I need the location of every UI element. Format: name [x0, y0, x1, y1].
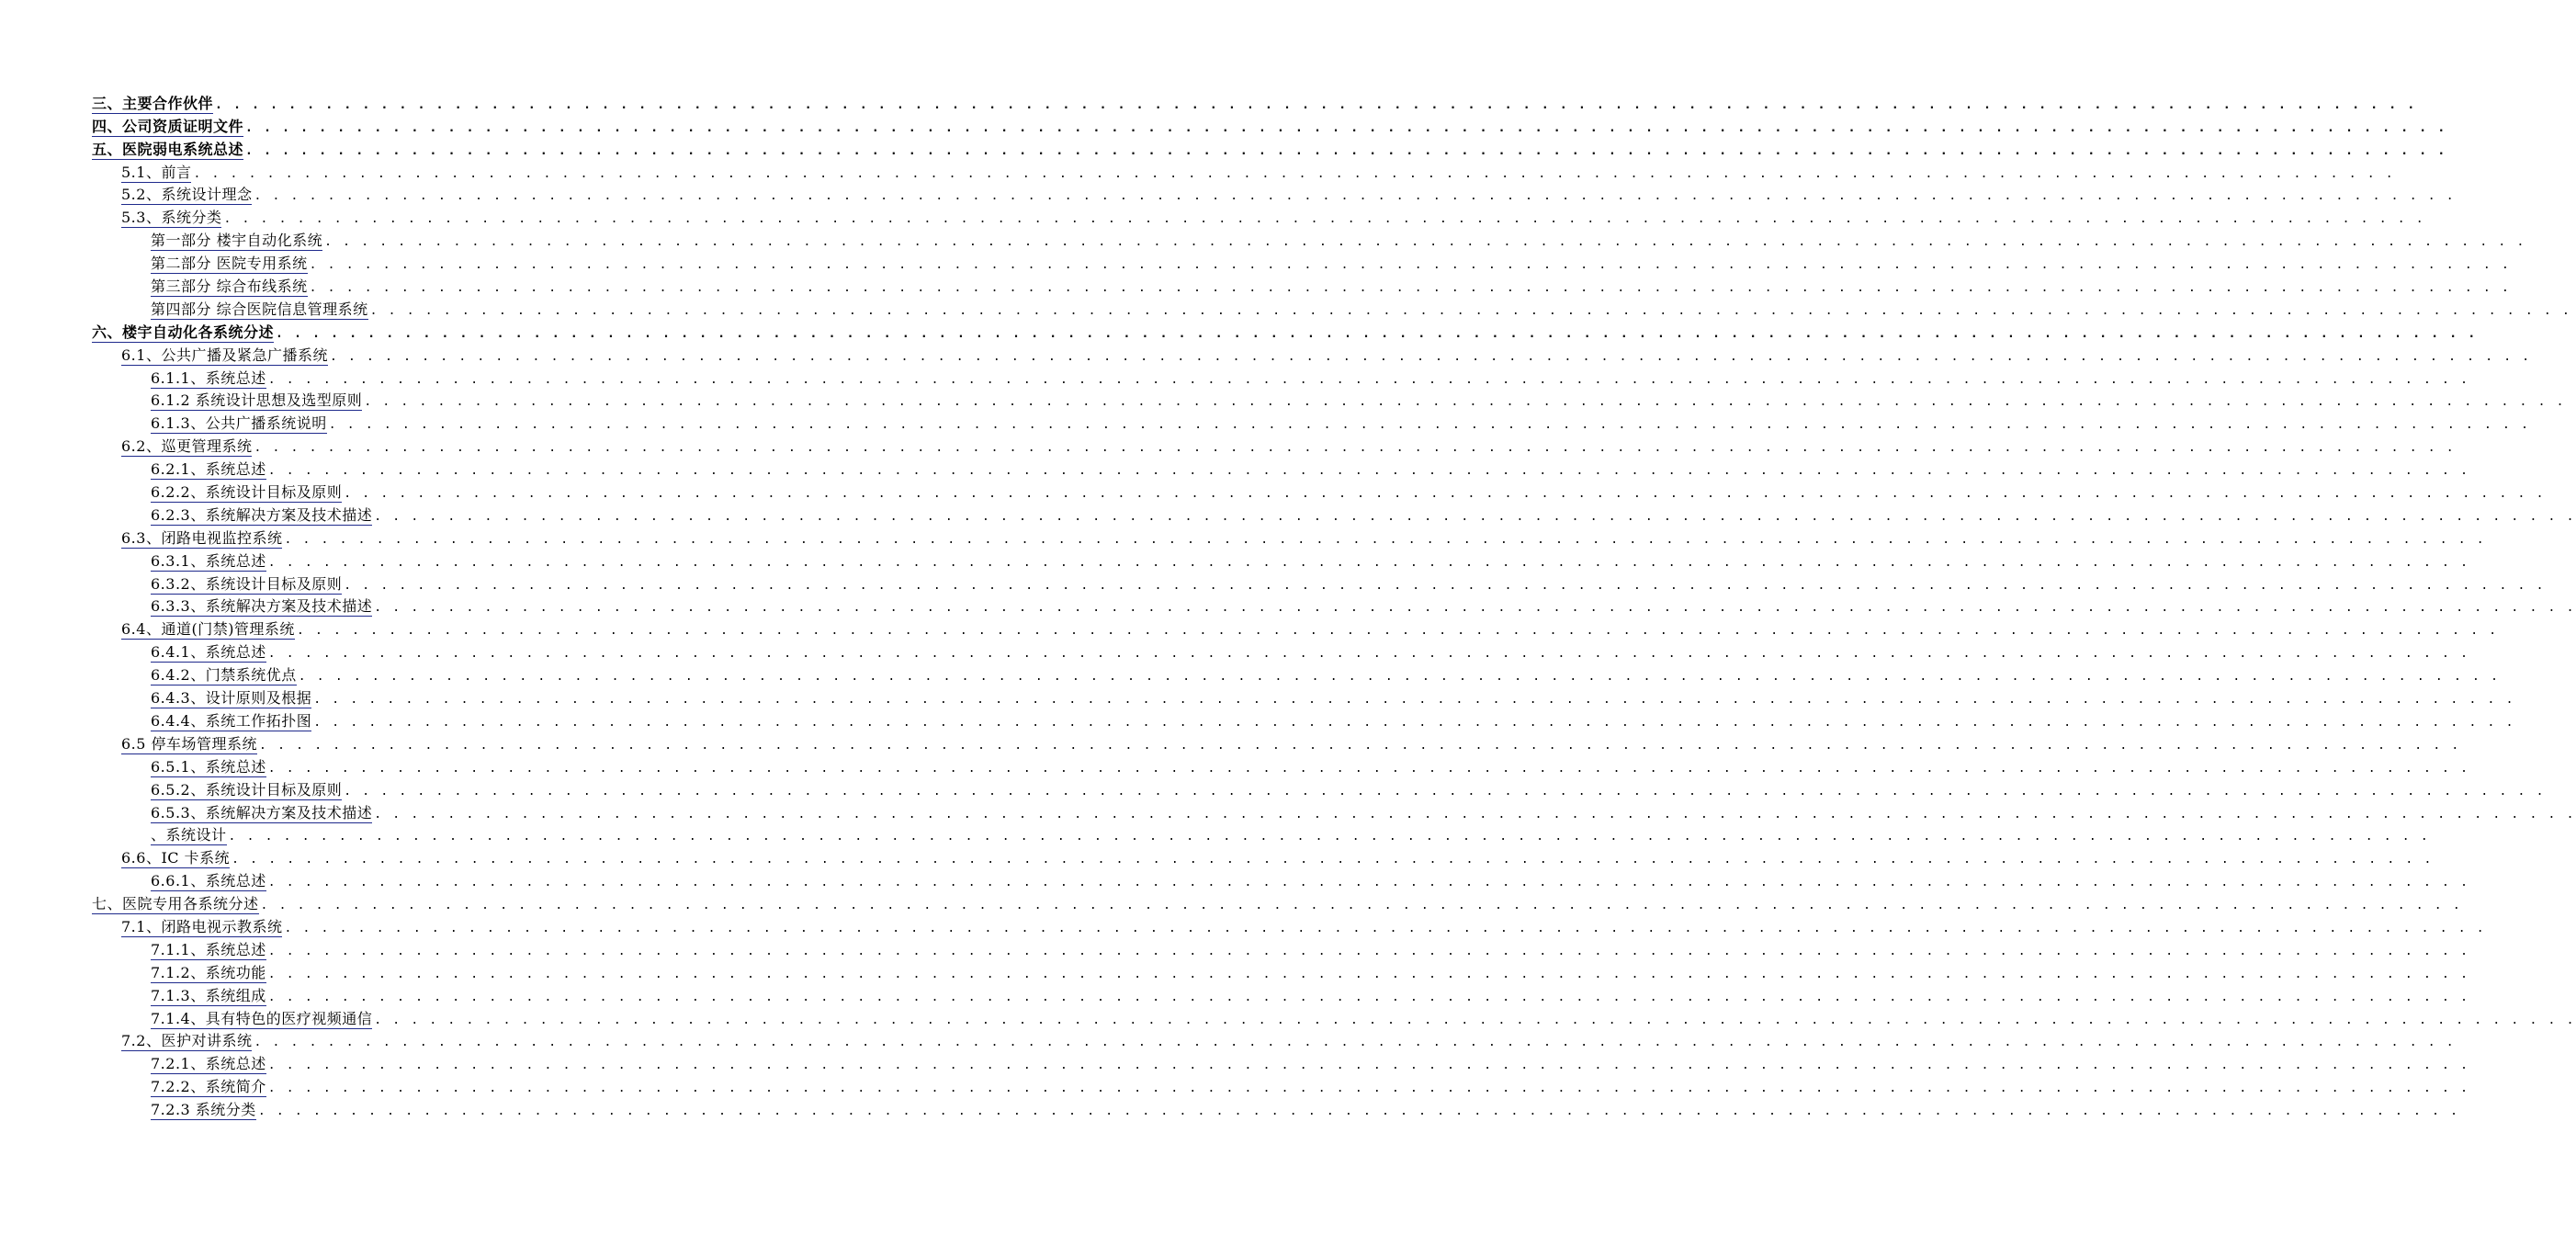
toc-dot-leader: . . . . . . . . . . . . . . . . . . . . . . . . . . . . . . . . . . . . . . . . . . . . . . . . . . . . . . . . . . . . . . . . . . . . . . . . . . . . . . . . . . . . . . . . . . . . . . . . . . . . . . . . . . . . . . . . . . . . . . . . [228, 830, 2430, 844]
toc-entry[interactable] [92, 411, 2531, 434]
toc-dot-leader: . . . . . . . . . . . . . . . . . . . . . . . . . . . . . . . . . . . . . . . . . . . . . . . . . . . . . . . . . . . . . . . . . . . . . . . . . . . . . . . . . . . . . . . . . . . . . . . . . . . . . . . . . . . . . . . . . . . . . . . . [254, 1036, 2456, 1050]
toc-entry-link[interactable]: 7.1.4、具有特色的医疗视频通信 [151, 1009, 373, 1027]
toc-entry[interactable] [92, 983, 2470, 1006]
toc-entry-link[interactable]: 七、医院专用各系统分述 [92, 895, 259, 913]
toc-entry-link[interactable]: 5.1、前言 [121, 163, 192, 181]
toc-entry[interactable] [92, 137, 2447, 160]
toc-entry[interactable] [92, 708, 2515, 731]
toc-dot-leader: . . . . . . . . . . . . . . . . . . . . . . . . . . . . . . . . . . . . . . . . . . . . . . . . . . . . . . . . . . . . . . . . . . . . . . . . . . . . . . . . . . . . . . . . . . . . . . . . . . . . . . . . . . . . . . . . . . . . . . . . [344, 784, 2546, 799]
toc-entry[interactable] [92, 1097, 2460, 1120]
toc-entry-link[interactable]: 6.5.3、系统解决方案及技术描述 [151, 803, 373, 821]
toc-entry[interactable] [92, 503, 2576, 526]
toc-dot-leader: . . . . . . . . . . . . . . . . . . . . . . . . . . . . . . . . . . . . . . . . . . . . . . . . . . . . . . . . . . . . . . . . . . . . . . . . . . . . . . . . . . . . . . . . . . . . . . . . . . . . . . . . . . . . . . . . . . . . . . . . [344, 578, 2546, 593]
toc-entry-link[interactable]: 、系统设计 [151, 826, 227, 844]
toc-dot-leader: . . . . . . . . . . . . . . . . . . . . . . . . . . . . . . . . . . . . . . . . . . . . . . . . . . . . . . . . . . . . . . . . . . . . . . . . . . . . . . . . . . . . . . . . . . . . . . . . . . . . . . . . . . . . . . . . . . . . . . . . [215, 97, 2417, 112]
toc-entry-link[interactable]: 6.1.2 系统设计思想及选型原则 [151, 391, 363, 410]
toc-dot-leader: . . . . . . . . . . . . . . . . . . . . . . . . . . . . . . . . . . . . . . . . . . . . . . . . . . . . . . . . . . . . . . . . . . . . . . . . . . . . . . . . . . . . . . . . . . . . . . . . . . . . . . . . . . . . . . . . . . . . . . . . [267, 876, 2470, 890]
toc-dot-leader: . . . . . . . . . . . . . . . . . . . . . . . . . . . . . . . . . . . . . . . . . . . . . . . . . . . . . . . . . . . . . . . . . . . . . . . . . . . . . . . . . . . . . . . . . . . . . . . . . . . . . . . . . . . . . . . . . . . . . . . . [328, 418, 2531, 433]
toc-entry[interactable] [92, 434, 2456, 457]
toc-entry[interactable] [92, 366, 2470, 389]
toc-entry[interactable] [92, 205, 2425, 228]
toc-dot-leader: . . . . . . . . . . . . . . . . . . . . . . . . . . . . . . . . . . . . . . . . . . . . . . . . . . . . . . . . . . . . . . . . . . . . . . . . . . . . . . . . . . . . . . . . . . . . . . . . . . . . . . . . . . . . . . . . . . . . . . . . [254, 441, 2456, 456]
toc-entry[interactable] [92, 343, 2532, 366]
toc-entry-link[interactable]: 6.2.3、系统解决方案及技术描述 [151, 505, 373, 524]
toc-dot-leader: . . . . . . . . . . . . . . . . . . . . . . . . . . . . . . . . . . . . . . . . . . . . . . . . . . . . . . . . . . . . . . . . . . . . . . . . . . . . . . . . . . . . . . . . . . . . . . . . . . . . . . . . . . . . . . . . . . . . . . . . [193, 166, 2395, 181]
toc-entry[interactable] [92, 114, 2447, 137]
toc-entry[interactable] [92, 960, 2470, 983]
toc-entry-link[interactable]: 7.1.1、系统总述 [151, 940, 266, 958]
toc-entry[interactable] [92, 731, 2461, 754]
toc-entry[interactable] [92, 457, 2470, 480]
toc-entry-link[interactable]: 第一部分 楼宇自动化系统 [151, 232, 323, 250]
toc-dot-leader: . . . . . . . . . . . . . . . . . . . . . . . . . . . . . . . . . . . . . . . . . . . . . . . . . . . . . . . . . . . . . . . . . . . . . . . . . . . . . . . . . . . . . . . . . . . . . . . . . . . . . . . . . . . . . . . . . . . . . . . . [313, 693, 2515, 708]
toc-dot-leader: . . . . . . . . . . . . . . . . . . . . . . . . . . . . . . . . . . . . . . . . . . . . . . . . . . . . . . . . . . . . . . . . . . . . . . . . . . . . . . . . . . . . . . . . . . . . . . . . . . . . . . . . . . . . . . . . . . . . . . . . [267, 555, 2470, 570]
toc-dot-leader: . . . . . . . . . . . . . . . . . . . . . . . . . . . . . . . . . . . . . . . . . . . . . . . . . . . . . . . . . . . . . . . . . . . . . . . . . . . . . . . . . . . . . . . . . . . . . . . . . . . . . . . . . . . . . . . . . . . . . . . . [267, 761, 2470, 776]
toc-dot-leader: . . . . . . . . . . . . . . . . . . . . . . . . . . . . . . . . . . . . . . . . . . . . . . . . . . . . . . . . . . . . . . . . . . . . . . . . . . . . . . . . . . . . . . . . . . . . . . . . . . . . . . . . . . . . . . . . . . . . . . . . [364, 395, 2566, 410]
toc-dot-leader: . . . . . . . . . . . . . . . . . . . . . . . . . . . . . . . . . . . . . . . . . . . . . . . . . . . . . . . . . . . . . . . . . . . . . . . . . . . . . . . . . . . . . . . . . . . . . . . . . . . . . . . . . . . . . . . . . . . . . . . . [267, 990, 2470, 1004]
toc-dot-leader: . . . . . . . . . . . . . . . . . . . . . . . . . . . . . . . . . . . . . . . . . . . . . . . . . . . . . . . . . . . . . . . . . . . . . . . . . . . . . . . . . . . . . . . . . . . . . . . . . . . . . . . . . . . . . . . . . . . . . . . . [257, 1105, 2460, 1119]
toc-entry-link[interactable]: 6.4.1、系统总述 [151, 643, 266, 662]
toc-entry[interactable] [92, 823, 2430, 846]
toc-dot-leader: . . . . . . . . . . . . . . . . . . . . . . . . . . . . . . . . . . . . . . . . . . . . . . . . . . . . . . . . . . . . . . . . . . . . . . . . . . . . . . . . . . . . . . . . . . . . . . . . . . . . . . . . . . . . . . . . . . . . . . . . [309, 258, 2511, 273]
toc-entry-link[interactable]: 第三部分 综合布线系统 [151, 278, 308, 296]
toc-entry-link[interactable]: 四、公司资质证明文件 [92, 117, 244, 135]
toc-entry[interactable] [92, 1051, 2470, 1074]
toc-dot-leader: . . . . . . . . . . . . . . . . . . . . . . . . . . . . . . . . . . . . . . . . . . . . . . . . . . . . . . . . . . . . . . . . . . . . . . . . . . . . . . . . . . . . . . . . . . . . . . . . . . . . . . . . . . . . . . . . . . . . . . . . [374, 509, 2576, 524]
toc-entry[interactable] [92, 1029, 2456, 1052]
toc-dot-leader: . . . . . . . . . . . . . . . . . . . . . . . . . . . . . . . . . . . . . . . . . . . . . . . . . . . . . . . . . . . . . . . . . . . . . . . . . . . . . . . . . . . . . . . . . . . . . . . . . . . . . . . . . . . . . . . . . . . . . . . . [267, 1059, 2470, 1073]
toc-entry-link[interactable]: 6.4、通道(门禁)管理系统 [121, 620, 295, 639]
toc-dot-leader: . . . . . . . . . . . . . . . . . . . . . . . . . . . . . . . . . . . . . . . . . . . . . . . . . . . . . . . . . . . . . . . . . . . . . . . . . . . . . . . . . . . . . . . . . . . . . . . . . . . . . . . . . . . . . . . . . . . . . . . . [344, 487, 2546, 502]
toc-dot-leader: . . . . . . . . . . . . . . . . . . . . . . . . . . . . . . . . . . . . . . . . . . . . . . . . . . . . . . . . . . . . . . . . . . . . . . . . . . . . . . . . . . . . . . . . . . . . . . . . . . . . . . . . . . . . . . . . . . . . . . . . [267, 967, 2470, 981]
toc-entry-link[interactable]: 7.2.2、系统简介 [151, 1078, 266, 1096]
toc-dot-leader: . . . . . . . . . . . . . . . . . . . . . . . . . . . . . . . . . . . . . . . . . . . . . . . . . . . . . . . . . . . . . . . . . . . . . . . . . . . . . . . . . . . . . . . . . . . . . . . . . . . . . . . . . . . . . . . . . . . . . . . . [276, 326, 2478, 341]
toc-entry[interactable] [92, 640, 2470, 663]
toc-entry-link[interactable]: 6.3.2、系统设计目标及原则 [151, 574, 343, 593]
toc-dot-leader: . . . . . . . . . . . . . . . . . . . . . . . . . . . . . . . . . . . . . . . . . . . . . . . . . . . . . . . . . . . . . . . . . . . . . . . . . . . . . . . . . . . . . . . . . . . . . . . . . . . . . . . . . . . . . . . . . . . . . . . . [369, 303, 2571, 318]
toc-entry[interactable] [92, 572, 2546, 595]
toc-entry[interactable] [92, 800, 2576, 823]
toc-entry[interactable] [92, 160, 2395, 183]
toc-entry-link[interactable]: 7.1.2、系统功能 [151, 963, 266, 981]
toc-entry-link[interactable]: 6.2.1、系统总述 [151, 460, 266, 479]
toc-dot-leader: . . . . . . . . . . . . . . . . . . . . . . . . . . . . . . . . . . . . . . . . . . . . . . . . . . . . . . . . . . . . . . . . . . . . . . . . . . . . . . . . . . . . . . . . . . . . . . . . . . . . . . . . . . . . . . . . . . . . . . . . [329, 349, 2532, 364]
toc-entry-link[interactable]: 6.3.1、系统总述 [151, 551, 266, 570]
toc-entry[interactable] [92, 1006, 2576, 1029]
toc-entry[interactable] [92, 91, 2417, 114]
toc-entry-link[interactable]: 6.5.1、系统总述 [151, 757, 266, 776]
toc-dot-leader: . . . . . . . . . . . . . . . . . . . . . . . . . . . . . . . . . . . . . . . . . . . . . . . . . . . . . . . . . . . . . . . . . . . . . . . . . . . . . . . . . . . . . . . . . . . . . . . . . . . . . . . . . . . . . . . . . . . . . . . . [374, 601, 2576, 616]
toc-entry-link[interactable]: 6.5.2、系统设计目标及原则 [151, 780, 343, 799]
toc-dot-leader: . . . . . . . . . . . . . . . . . . . . . . . . . . . . . . . . . . . . . . . . . . . . . . . . . . . . . . . . . . . . . . . . . . . . . . . . . . . . . . . . . . . . . . . . . . . . . . . . . . . . . . . . . . . . . . . . . . . . . . . . [267, 372, 2470, 387]
toc-entry-link[interactable]: 5.2、系统设计理念 [121, 186, 253, 204]
toc-entry[interactable] [92, 183, 2456, 206]
toc-entry-link[interactable]: 6.5 停车场管理系统 [121, 734, 258, 753]
toc-entry[interactable] [92, 663, 2501, 685]
toc-entry-link[interactable]: 6.4.2、门禁系统优点 [151, 666, 297, 685]
toc-dot-leader: . . . . . . . . . . . . . . . . . . . . . . . . . . . . . . . . . . . . . . . . . . . . . . . . . . . . . . . . . . . . . . . . . . . . . . . . . . . . . . . . . . . . . . . . . . . . . . . . . . . . . . . . . . . . . . . . . . . . . . . . [223, 212, 2425, 227]
toc-dot-leader: . . . . . . . . . . . . . . . . . . . . . . . . . . . . . . . . . . . . . . . . . . . . . . . . . . . . . . . . . . . . . . . . . . . . . . . . . . . . . . . . . . . . . . . . . . . . . . . . . . . . . . . . . . . . . . . . . . . . . . . . [296, 624, 2499, 639]
toc-entry[interactable] [92, 480, 2546, 503]
toc-dot-leader: . . . . . . . . . . . . . . . . . . . . . . . . . . . . . . . . . . . . . . . . . . . . . . . . . . . . . . . . . . . . . . . . . . . . . . . . . . . . . . . . . . . . . . . . . . . . . . . . . . . . . . . . . . . . . . . . . . . . . . . . [374, 807, 2576, 821]
toc-entry-link[interactable]: 6.6.1、系统总述 [151, 872, 266, 890]
toc-entry-link[interactable]: 五、医院弱电系统总述 [92, 140, 244, 158]
toc-dot-leader: . . . . . . . . . . . . . . . . . . . . . . . . . . . . . . . . . . . . . . . . . . . . . . . . . . . . . . . . . . . . . . . . . . . . . . . . . . . . . . . . . . . . . . . . . . . . . . . . . . . . . . . . . . . . . . . . . . . . . . . . [245, 120, 2447, 135]
toc-dot-leader: . . . . . . . . . . . . . . . . . . . . . . . . . . . . . . . . . . . . . . . . . . . . . . . . . . . . . . . . . . . . . . . . . . . . . . . . . . . . . . . . . . . . . . . . . . . . . . . . . . . . . . . . . . . . . . . . . . . . . . . . [284, 921, 2486, 935]
toc-entry[interactable] [92, 1074, 2470, 1097]
toc-entry-link[interactable]: 6.4.3、设计原则及根据 [151, 689, 312, 708]
toc-entry[interactable] [92, 526, 2486, 549]
toc-entry-link[interactable]: 7.2.3 系统分类 [151, 1101, 256, 1119]
toc-dot-leader: . . . . . . . . . . . . . . . . . . . . . . . . . . . . . . . . . . . . . . . . . . . . . . . . . . . . . . . . . . . . . . . . . . . . . . . . . . . . . . . . . . . . . . . . . . . . . . . . . . . . . . . . . . . . . . . . . . . . . . . . [254, 189, 2456, 204]
table-of-contents [92, 91, 2576, 1120]
toc-entry-link[interactable]: 6.3、闭路电视监控系统 [121, 528, 283, 547]
toc-entry[interactable] [92, 891, 2462, 914]
toc-entry[interactable] [92, 914, 2486, 937]
toc-entry[interactable] [92, 937, 2470, 960]
toc-entry[interactable] [92, 274, 2511, 297]
toc-entry[interactable] [92, 549, 2470, 572]
toc-entry[interactable] [92, 320, 2478, 343]
toc-entry-link[interactable]: 6.1.3、公共广播系统说明 [151, 414, 327, 433]
toc-entry-link[interactable]: 六、楼宇自动化各系统分述 [92, 323, 275, 341]
toc-entry-link[interactable]: 7.2.1、系统总述 [151, 1055, 266, 1073]
toc-dot-leader: . . . . . . . . . . . . . . . . . . . . . . . . . . . . . . . . . . . . . . . . . . . . . . . . . . . . . . . . . . . . . . . . . . . . . . . . . . . . . . . . . . . . . . . . . . . . . . . . . . . . . . . . . . . . . . . . . . . . . . . . [267, 1082, 2470, 1096]
toc-dot-leader: . . . . . . . . . . . . . . . . . . . . . . . . . . . . . . . . . . . . . . . . . . . . . . . . . . . . . . . . . . . . . . . . . . . . . . . . . . . . . . . . . . . . . . . . . . . . . . . . . . . . . . . . . . . . . . . . . . . . . . . . [374, 1013, 2576, 1027]
toc-dot-leader: . . . . . . . . . . . . . . . . . . . . . . . . . . . . . . . . . . . . . . . . . . . . . . . . . . . . . . . . . . . . . . . . . . . . . . . . . . . . . . . . . . . . . . . . . . . . . . . . . . . . . . . . . . . . . . . . . . . . . . . . [267, 464, 2470, 479]
toc-entry-link[interactable]: 6.6、IC 卡系统 [121, 849, 231, 867]
toc-entry[interactable] [92, 617, 2499, 640]
toc-entry-link[interactable]: 第四部分 综合医院信息管理系统 [151, 300, 368, 318]
toc-dot-leader: . . . . . . . . . . . . . . . . . . . . . . . . . . . . . . . . . . . . . . . . . . . . . . . . . . . . . . . . . . . . . . . . . . . . . . . . . . . . . . . . . . . . . . . . . . . . . . . . . . . . . . . . . . . . . . . . . . . . . . . . [309, 281, 2511, 296]
toc-entry-link[interactable]: 6.4.4、系统工作拓扑图 [151, 711, 312, 730]
toc-entry-link[interactable]: 6.2.2、系统设计目标及原则 [151, 483, 343, 502]
toc-entry[interactable] [92, 685, 2515, 708]
toc-entry[interactable] [92, 228, 2526, 251]
toc-dot-leader: . . . . . . . . . . . . . . . . . . . . . . . . . . . . . . . . . . . . . . . . . . . . . . . . . . . . . . . . . . . . . . . . . . . . . . . . . . . . . . . . . . . . . . . . . . . . . . . . . . . . . . . . . . . . . . . . . . . . . . . . [232, 853, 2434, 867]
toc-dot-leader: . . . . . . . . . . . . . . . . . . . . . . . . . . . . . . . . . . . . . . . . . . . . . . . . . . . . . . . . . . . . . . . . . . . . . . . . . . . . . . . . . . . . . . . . . . . . . . . . . . . . . . . . . . . . . . . . . . . . . . . . [298, 670, 2501, 685]
toc-entry[interactable] [92, 297, 2571, 320]
toc-entry[interactable] [92, 845, 2434, 868]
toc-entry-link[interactable]: 5.3、系统分类 [121, 209, 222, 227]
toc-dot-leader: . . . . . . . . . . . . . . . . . . . . . . . . . . . . . . . . . . . . . . . . . . . . . . . . . . . . . . . . . . . . . . . . . . . . . . . . . . . . . . . . . . . . . . . . . . . . . . . . . . . . . . . . . . . . . . . . . . . . . . . . [260, 899, 2462, 913]
toc-dot-leader: . . . . . . . . . . . . . . . . . . . . . . . . . . . . . . . . . . . . . . . . . . . . . . . . . . . . . . . . . . . . . . . . . . . . . . . . . . . . . . . . . . . . . . . . . . . . . . . . . . . . . . . . . . . . . . . . . . . . . . . . [245, 143, 2447, 158]
toc-entry[interactable] [92, 777, 2546, 800]
toc-entry[interactable] [92, 251, 2511, 274]
toc-entry-link[interactable]: 7.2、医护对讲系统 [121, 1032, 253, 1050]
toc-entry[interactable] [92, 595, 2576, 618]
toc-entry[interactable] [92, 754, 2470, 777]
toc-entry-link[interactable]: 6.1、公共广播及紧急广播系统 [121, 346, 328, 364]
toc-entry-link[interactable]: 7.1、闭路电视示教系统 [121, 917, 283, 935]
toc-entry-link[interactable]: 第二部分 医院专用系统 [151, 255, 308, 273]
toc-entry[interactable] [92, 868, 2470, 891]
toc-entry-link[interactable]: 6.2、巡更管理系统 [121, 437, 253, 456]
toc-entry-link[interactable]: 6.3.3、系统解决方案及技术描述 [151, 597, 373, 616]
toc-entry-link[interactable]: 7.1.3、系统组成 [151, 986, 266, 1004]
toc-dot-leader: . . . . . . . . . . . . . . . . . . . . . . . . . . . . . . . . . . . . . . . . . . . . . . . . . . . . . . . . . . . . . . . . . . . . . . . . . . . . . . . . . . . . . . . . . . . . . . . . . . . . . . . . . . . . . . . . . . . . . . . . [267, 647, 2470, 662]
toc-entry[interactable] [92, 389, 2566, 412]
toc-entry-link[interactable]: 6.1.1、系统总述 [151, 368, 266, 387]
toc-entry-link[interactable]: 三、主要合作伙伴 [92, 94, 214, 112]
toc-dot-leader: . . . . . . . . . . . . . . . . . . . . . . . . . . . . . . . . . . . . . . . . . . . . . . . . . . . . . . . . . . . . . . . . . . . . . . . . . . . . . . . . . . . . . . . . . . . . . . . . . . . . . . . . . . . . . . . . . . . . . . . . [267, 944, 2470, 958]
toc-dot-leader: . . . . . . . . . . . . . . . . . . . . . . . . . . . . . . . . . . . . . . . . . . . . . . . . . . . . . . . . . . . . . . . . . . . . . . . . . . . . . . . . . . . . . . . . . . . . . . . . . . . . . . . . . . . . . . . . . . . . . . . . [324, 235, 2526, 250]
toc-dot-leader: . . . . . . . . . . . . . . . . . . . . . . . . . . . . . . . . . . . . . . . . . . . . . . . . . . . . . . . . . . . . . . . . . . . . . . . . . . . . . . . . . . . . . . . . . . . . . . . . . . . . . . . . . . . . . . . . . . . . . . . . [259, 738, 2461, 753]
toc-dot-leader: . . . . . . . . . . . . . . . . . . . . . . . . . . . . . . . . . . . . . . . . . . . . . . . . . . . . . . . . . . . . . . . . . . . . . . . . . . . . . . . . . . . . . . . . . . . . . . . . . . . . . . . . . . . . . . . . . . . . . . . . [313, 715, 2515, 730]
toc-dot-leader: . . . . . . . . . . . . . . . . . . . . . . . . . . . . . . . . . . . . . . . . . . . . . . . . . . . . . . . . . . . . . . . . . . . . . . . . . . . . . . . . . . . . . . . . . . . . . . . . . . . . . . . . . . . . . . . . . . . . . . . . [284, 532, 2486, 547]
